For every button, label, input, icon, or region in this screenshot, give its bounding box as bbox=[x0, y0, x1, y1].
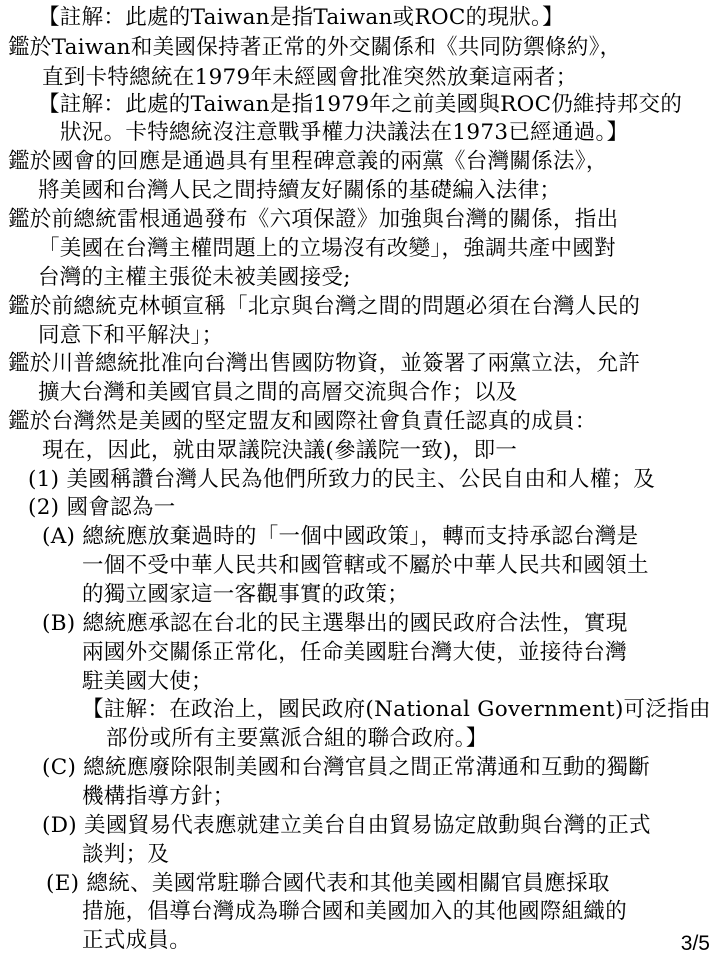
text-line: (C) 總統應廢除限制美國和台灣官員之間正常溝通和互動的獨斷 bbox=[42, 755, 651, 780]
text-line: 狀況。卡特總統沒注意戰爭權力決議法在1973已經通過。】 bbox=[60, 120, 629, 145]
text-line: 台灣的主權主張從未被美國接受; bbox=[38, 265, 351, 290]
text-line: 【註解：此處的Taiwan是指Taiwan或ROC的現狀。】 bbox=[38, 5, 564, 30]
text-line: 駐美國大使； bbox=[82, 669, 213, 694]
text-line: 部份或所有主要黨派合組的聯合政府。】 bbox=[106, 726, 488, 751]
text-line: 同意下和平解決」； bbox=[38, 323, 224, 348]
text-line: 現在，因此，就由眾議院決議(參議院一致)，即一 bbox=[42, 438, 518, 463]
text-line: 兩國外交關係正常化，任命美國駐台灣大使，並接待台灣 bbox=[82, 640, 628, 665]
text-line: 的獨立國家這一客觀事實的政策； bbox=[82, 582, 410, 607]
text-line: 鑑於川普總統批准向台灣出售國防物資，並簽署了兩黨立法，允許 bbox=[8, 351, 641, 376]
text-line: (2) 國會認為一 bbox=[28, 495, 176, 520]
text-line: (1) 美國稱讚台灣人民為他們所致力的民主、公民自由和人權；及 bbox=[28, 467, 656, 492]
text-line: 談判；及 bbox=[82, 842, 170, 867]
text-line: 擴大台灣和美國官員之間的高層交流與合作；以及 bbox=[38, 380, 518, 405]
text-line: (E) 總統、美國常駐聯合國代表和其他美國相關官員應採取 bbox=[46, 871, 610, 896]
text-line: (A) 總統應放棄過時的「一個中國政策」，轉而支持承認台灣是 bbox=[42, 524, 639, 549]
text-line: 鑑於Taiwan和美國保持著正常的外交關係和《共同防禦條約》， bbox=[8, 35, 622, 60]
text-line: 「美國在台灣主權問題上的立場沒有改變」，強調共產中國對 bbox=[38, 236, 616, 261]
text-line: 將美國和台灣人民之間持續友好關係的基礎編入法律； bbox=[38, 178, 562, 203]
text-line: 措施，倡導台灣成為聯合國和美國加入的其他國際組織的 bbox=[82, 899, 628, 924]
text-line: 鑑於前總統克林頓宣稱「北京與台灣之間的問題必須在台灣人民的 bbox=[8, 294, 641, 319]
text-line: (B) 總統應承認在台北的民主選舉出的國民政府合法性，實現 bbox=[42, 611, 628, 636]
text-line: 【註解：在政治上，國民政府(National Government)可泛指由 bbox=[82, 697, 711, 722]
page-number: 3/5 bbox=[680, 932, 710, 955]
text-line: 【註解：此處的Taiwan是指1979年之前美國與ROC仍維持邦交的 bbox=[38, 92, 683, 117]
text-line: 鑑於台灣然是美國的堅定盟友和國際社會負責任認真的成員： bbox=[8, 409, 597, 434]
text-line: 直到卡特總統在1979年未經國會批准突然放棄這兩者； bbox=[42, 65, 578, 90]
text-line: (D) 美國貿易代表應就建立美台自由貿易協定啟動與台灣的正式 bbox=[42, 813, 651, 838]
text-line: 鑑於前總統雷根通過發布《六項保證》加強與台灣的關係，指出 bbox=[8, 207, 619, 232]
text-line: 一個不受中華人民共和國管轄或不屬於中華人民共和國領土 bbox=[82, 553, 649, 578]
text-line: 正式成員。 bbox=[82, 928, 192, 953]
text-line: 機構指導方針； bbox=[82, 784, 235, 809]
text-line: 鑑於國會的回應是通過具有里程碑意義的兩黨《台灣關係法》， bbox=[8, 149, 608, 174]
